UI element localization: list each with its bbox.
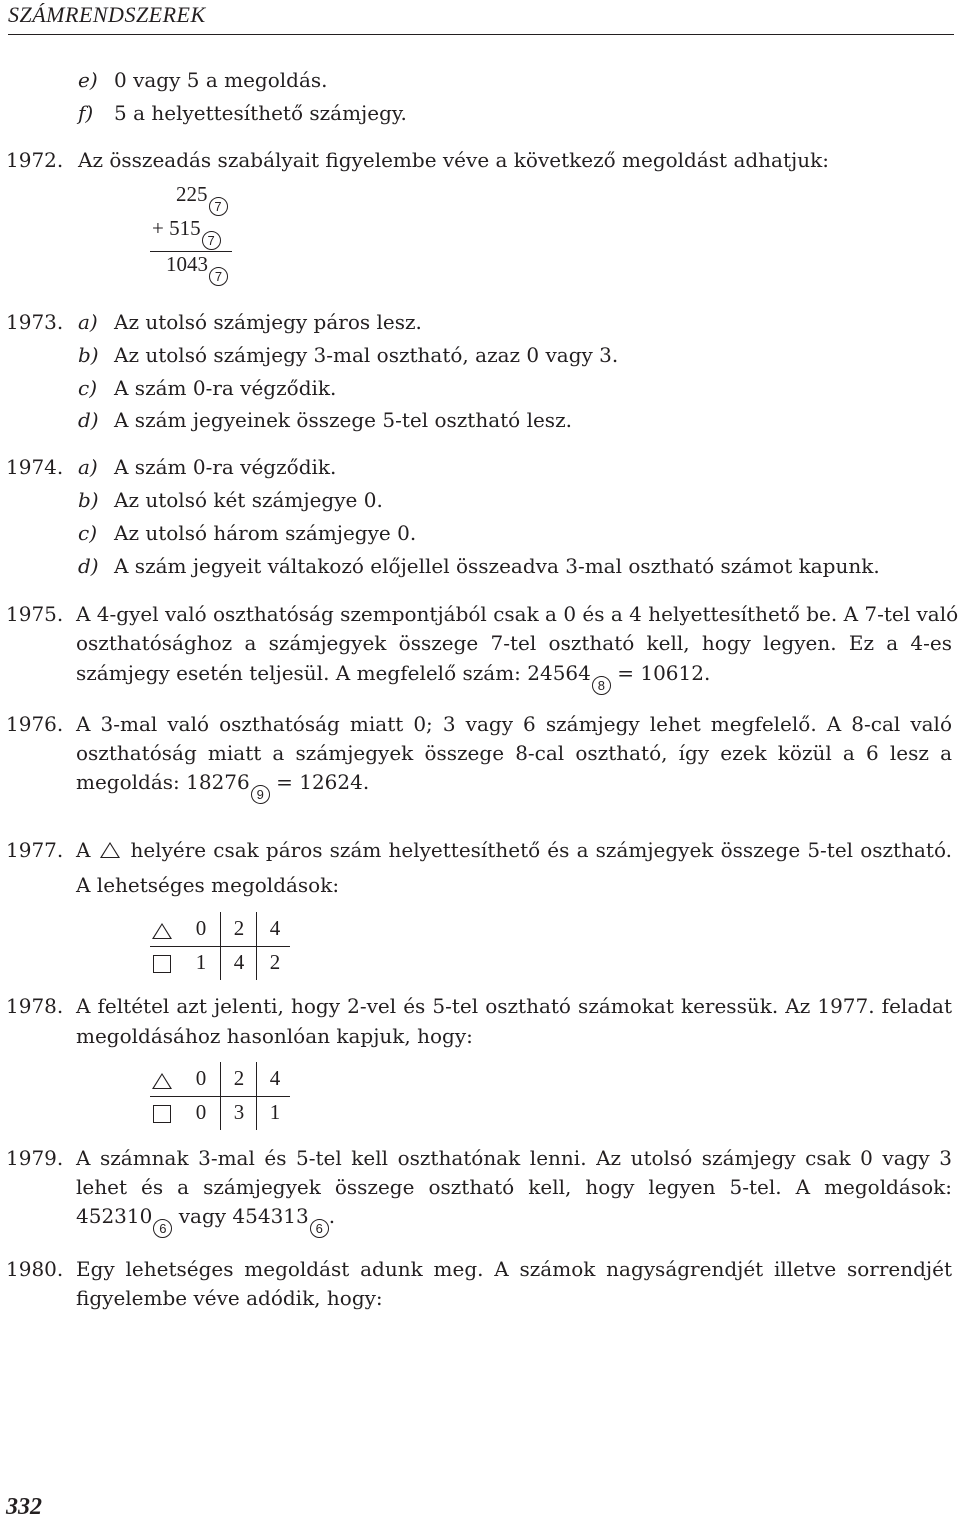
item-text: 5 a helyettesíthető számjegy. [114,101,407,125]
item-1973-d [78,406,572,434]
paragraph-line [76,836,952,864]
paragraph-line: A 4-gyel való oszthatóság szempontjából csak a 0 és a 4 helyettesíthető be. A 7-tel való [76,602,959,626]
item-1974-b [78,486,383,514]
sum-operand-2: + 515 [152,216,201,240]
item-label: b) [78,343,99,367]
text-run: = 12624. [276,770,370,794]
table-divider [256,912,257,980]
item-text: Az utolsó számjegy páros lesz. [114,310,422,334]
table-cell: 2 [233,1066,245,1090]
table-divider [220,1062,221,1130]
base-subscript: 6 [310,1219,329,1238]
paragraph-line: A számnak 3-mal és 5-tel kell oszthatónak lenni. Az utolsó számjegy csak 0 vagy 3 [76,1146,952,1170]
table-cell: 4 [233,950,245,974]
text-run: számjegy esetén teljesül. A megfelelő szám: 24564 [76,661,591,685]
triangle-icon [152,1073,172,1089]
problem-1972-text: Az összeadás szabályait figyelembe véve a következő megoldást adhatjuk: [78,148,829,172]
page-number: 332 [6,1494,42,1520]
problem-number: 1972. [6,148,64,172]
item-1974-d [78,552,880,580]
item-text: Az utolsó számjegy 3-mal osztható, azaz 0 vagy 3. [114,343,619,367]
paragraph-line: oszthatóság miatt a számjegyek összege 8-cal osztható, így ezek közül a 6 lesz a [76,741,952,765]
table-cell: 2 [269,950,281,974]
item-label: d) [78,554,99,578]
problem-1973: 1973. [6,310,64,334]
table-divider [256,1062,257,1130]
running-header [8,0,954,35]
base-subscript: 7 [209,197,228,216]
item-text: A szám jegyeinek összege 5-tel osztható lesz. [114,408,572,432]
base-subscript: 7 [202,231,221,250]
paragraph-line: A 3-mal való oszthatóság miatt 0; 3 vagy 6 számjegy lehet megfelelő. A 8-cal való [76,712,952,736]
item-f [78,99,407,127]
sum-operand-1: 225 [176,182,208,206]
paragraph-line: A feltétel azt jelenti, hogy 2-vel és 5-tel osztható számokat keressük. Az 1977. feladat [76,994,952,1018]
problem-1978: 1978. [6,994,64,1018]
problem-1977: 1977. [6,838,64,862]
problem-1972 [6,146,63,174]
table-cell: 0 [195,1066,207,1090]
square-icon [153,1105,171,1123]
sum-row-1 [176,182,228,216]
item-label: a) [78,455,98,479]
table-cell: 0 [195,1100,207,1124]
paragraph-line: Egy lehetséges megoldást adunk meg. A számok nagyságrendjét illetve sorrendjét [76,1257,952,1281]
item-1973-a [78,308,422,336]
sum-row-2 [152,216,221,250]
text-run: vagy 454313 [178,1204,309,1228]
paragraph-line: figyelembe véve adódik, hogy: [76,1286,383,1310]
table-cell: 4 [269,916,281,940]
sum-result [166,252,228,286]
base-subscript: 8 [592,676,611,695]
solution-table-1978 [150,1062,290,1130]
item-label: c) [78,376,98,400]
paragraph-line: lehet és a számjegyek összege osztható kell, hogy legyen 5-tel. A megoldások: [76,1175,952,1199]
table-cell: 3 [233,1100,245,1124]
base-subscript: 7 [209,267,228,286]
item-label: e) [78,68,98,92]
item-1974-a [78,453,336,481]
table-cell: 1 [195,950,207,974]
table-cell: 1 [269,1100,281,1124]
square-icon [153,955,171,973]
item-e [78,66,328,94]
text-run: = 10612. [617,661,711,685]
paragraph-line: megoldásához hasonlóan kapjuk, hogy: [76,1024,473,1048]
text-run: A [76,838,91,862]
item-text: Az utolsó két számjegye 0. [114,488,383,512]
paragraph-line: A lehetséges megoldások: [76,873,340,897]
item-label: b) [78,488,99,512]
paragraph-line: oszthatósághoz a számjegyek összege 7-tel osztható kell, hogy legyen. Ez a 4-es [76,631,952,655]
text-run: 452310 [76,1204,153,1228]
text-run: megoldás: 18276 [76,770,250,794]
item-label: f) [78,101,94,125]
problem-1974: 1974. [6,455,64,479]
table-cell: 4 [269,1066,281,1090]
triangle-icon [100,842,120,858]
table-cell: 0 [195,916,207,940]
item-label: c) [78,521,98,545]
item-text: A szám jegyeit váltakozó előjellel összeadva 3-mal osztható számot kapunk. [114,554,880,578]
paragraph-line [76,768,369,804]
solution-table-1977 [150,912,290,980]
item-text: A szám 0-ra végződik. [114,455,337,479]
problem-1975: 1975. [6,602,64,626]
problem-1976: 1976. [6,712,64,736]
sum-result-value: 1043 [166,252,208,276]
item-label: a) [78,310,98,334]
paragraph-line [76,1202,335,1238]
item-1973-c [78,374,336,402]
item-1973-b [78,341,618,369]
problem-1980: 1980. [6,1257,64,1281]
table-cell: 2 [233,916,245,940]
header-title: SZÁMRENDSZEREK [8,2,206,27]
text-run: helyére csak páros szám helyettesíthető és a számjegyek összege 5-tel osztható. [130,838,952,862]
base-subscript: 9 [251,785,270,804]
problem-1979: 1979. [6,1146,64,1170]
item-1974-c [78,519,416,547]
paragraph-line [76,659,710,695]
base-subscript: 6 [153,1219,172,1238]
item-text: A szám 0-ra végződik. [114,376,337,400]
item-label: d) [78,408,99,432]
item-text: Az utolsó három számjegye 0. [114,521,417,545]
table-divider [220,912,221,980]
item-text: 0 vagy 5 a megoldás. [114,68,328,92]
triangle-icon [152,923,172,939]
text-run: . [328,1204,336,1228]
